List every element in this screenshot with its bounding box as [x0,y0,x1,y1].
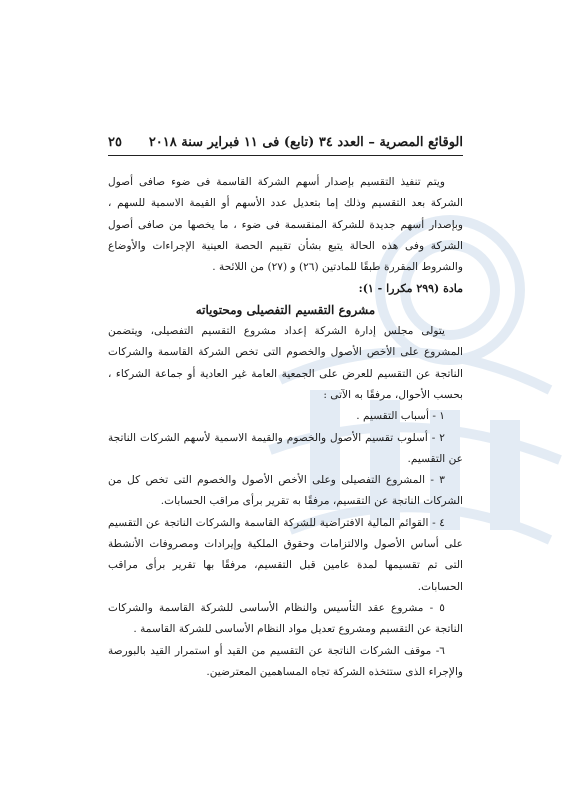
intro-paragraph: ويتم تنفيذ التقسيم بإصدار أسهم الشركة القاسمة فى ضوء صافى أصول الشركة بعد التقسيم وذلك إما بتعديل عدد الأسهم أو القيمة الاسمية للسهم ، وبإصدار أسهم جديدة للشركة المنقسمة فى ضوء ، ما يخصها من صافى أصول الشركة وفى هذه الحالة يتبع بشأن تقييم الحصة العينية الإجراءات والأوضاع والشروط المقررة طبقًا للمادتين (٢٦) و (٢٧) من اللائحة . [108,176,463,274]
list-item: ٥ - مشروع عقد التأسيس والنظام الأساسى للشركة القاسمة والشركات الناتجة عن التقسيم ومشروع تعديل مواد النظام الأساسى للشركة القاسمة . [108,601,463,636]
list-item: ١ - أسباب التقسيم . [356,410,445,423]
article-number: مادة (٢٩٩ مكررا - ١): [358,282,463,296]
page-body [108,172,463,683]
header-divider [108,155,463,156]
list-item: ٣ - المشروع التفصيلى وعلى الأخص الأصول والخصوم التى تخص كل من الشركات الناتجة عن التقسيم، مرفقًا به تقرير برأى مراقب الحسابات. [108,474,463,508]
page-header [108,132,463,152]
page-number: ٢٥ [108,134,122,150]
running-title: الوقائع المصرية – العدد ٣٤ (تابع) فى ١١ فبراير سنة ٢٠١٨ [148,134,463,150]
article-title: مشروع التقسيم التفصيلى ومحتوياته [195,302,376,317]
list-item: ٤ - القوائم المالية الافتراضية للشركة القاسمة والشركات الناتجة عن التقسيم على أساس الأصول والالتزامات وحقوق الملكية وإيرادات ومصروفات الأنشطة التى تم تقسيمها لمدة عامين قبل التقسيم، مرفقًا بها تقرير برأى مراقب الحسابات. [108,516,463,593]
list-item: ٦- موقف الشركات الناتجة عن التقسيم من القيد أو استمرار القيد بالبورصة والإجراء الذى ستتخذه الشركة تجاه المساهمين المعترضين. [108,644,463,678]
list-item: ٢ - أسلوب تقسيم الأصول والخصوم والقيمة الاسمية لأسهم الشركات الناتجة عن التقسيم. [108,431,463,465]
article-intro-paragraph: يتولى مجلس إدارة الشركة إعداد مشروع التقسيم التفصيلى، ويتضمن المشروع على الأخص الأصول والخصوم التى تخص الشركة القاسمة والشركات الناتجة عن التقسيم للعرض على الجمعية العامة غير العادية أو جماعة الشركاء ، بحسب الأحوال، مرفقًا به الآتى : [108,325,463,401]
